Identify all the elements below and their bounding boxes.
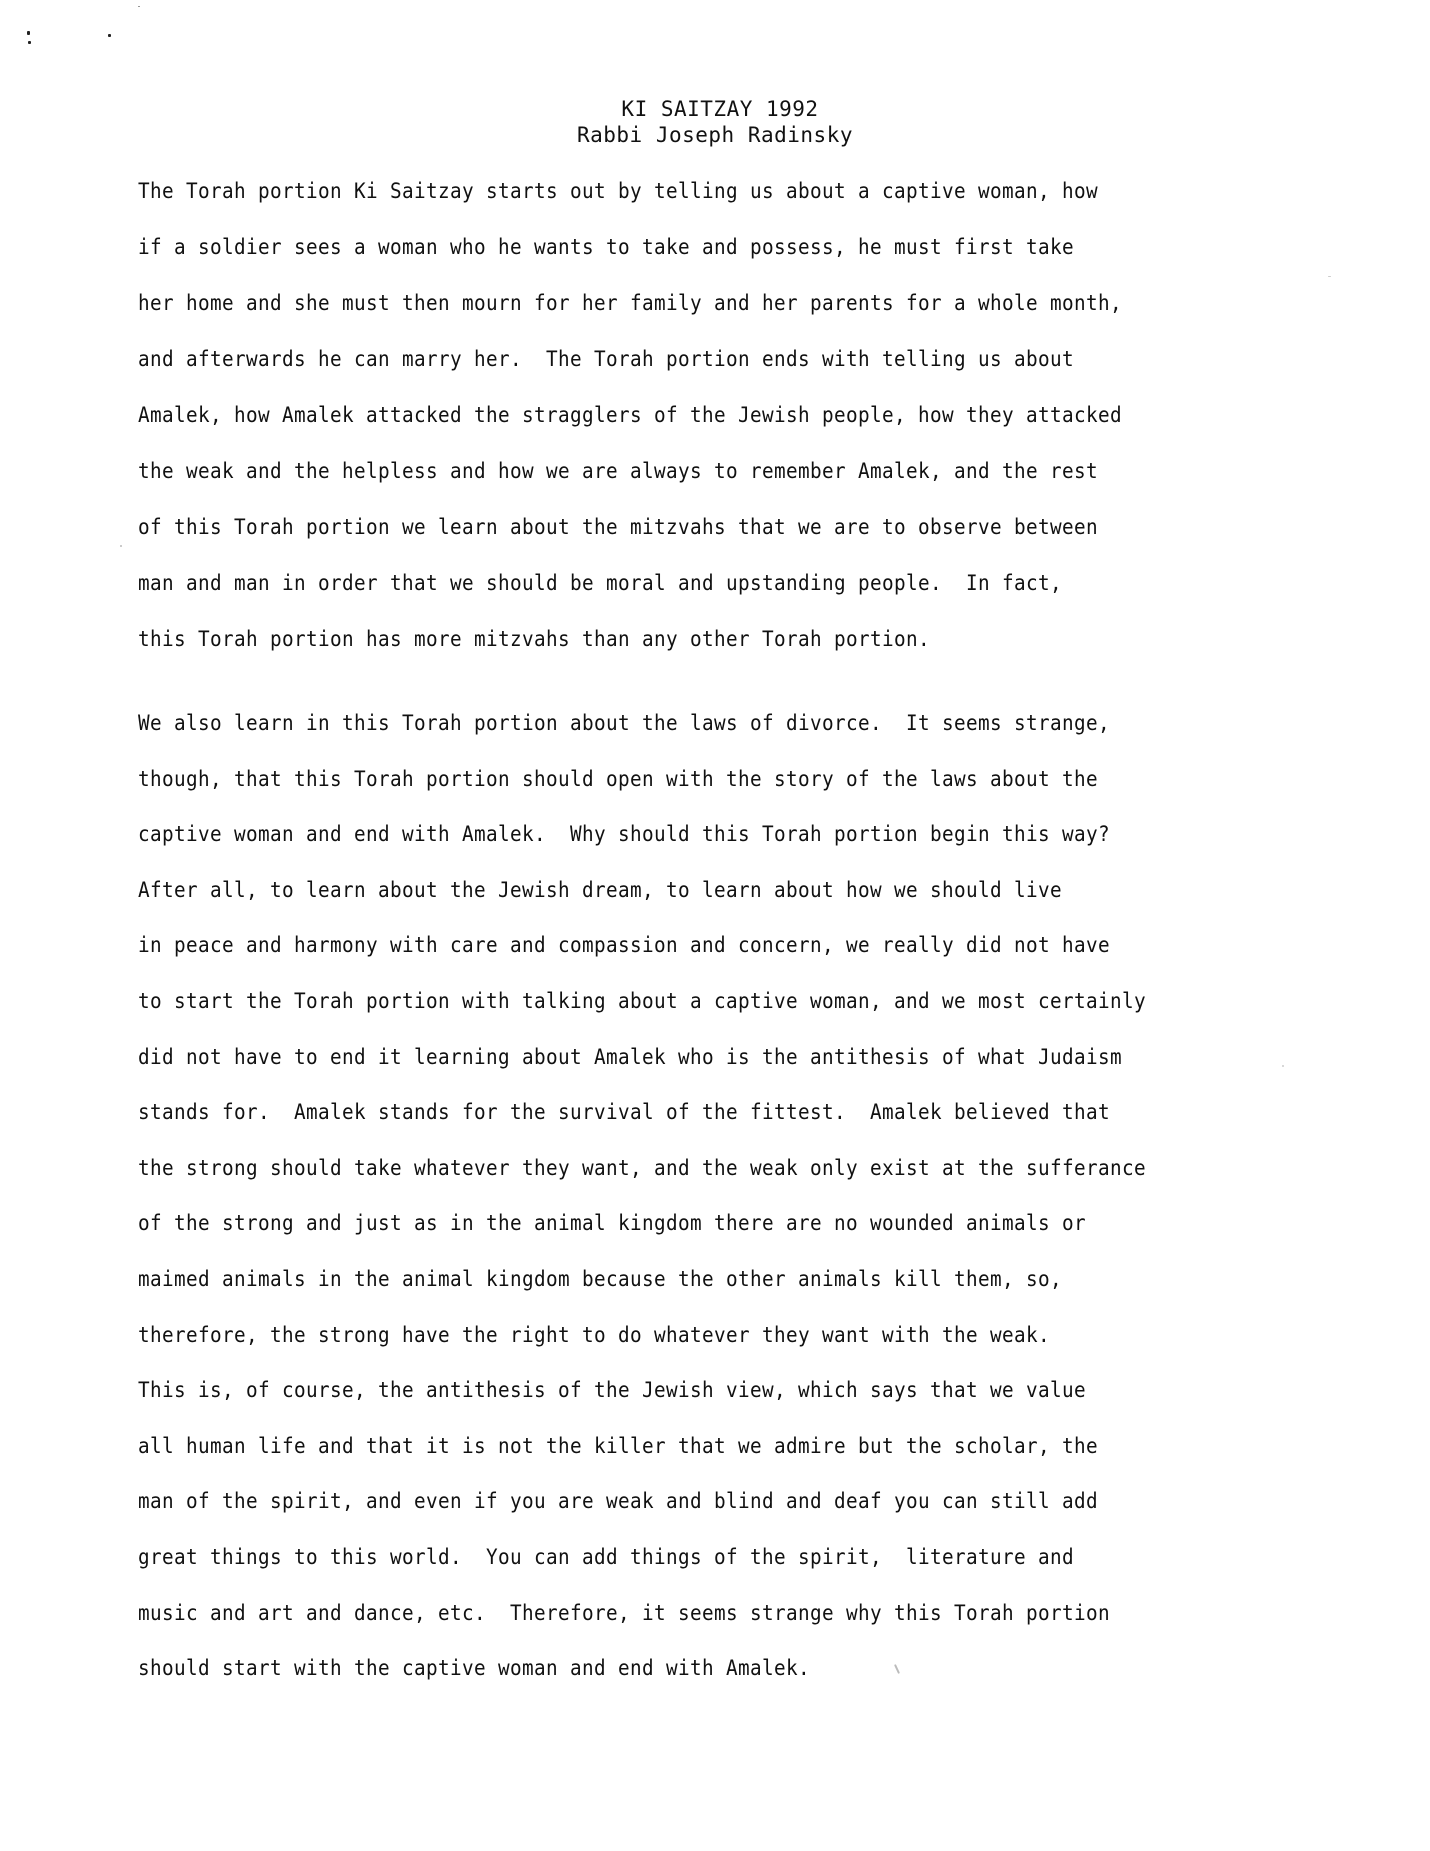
text-line: This is, of course, the antithesis of the Jewish view, which says that we value	[138, 1378, 1086, 1403]
text-line: should start with the captive woman and end with Amalek.	[138, 1656, 810, 1681]
text-line: therefore, the strong have the right to do whatever they want with the weak.	[138, 1322, 1050, 1347]
text-line: in peace and harmony with care and compassion and concern, we really did not have	[138, 933, 1110, 958]
text-line: music and art and dance, etc. Therefore, it seems strange why this Torah portion	[138, 1600, 1110, 1625]
text-line: After all, to learn about the Jewish dream, to learn about how we should live	[138, 877, 1062, 902]
text-line: and afterwards he can marry her. The Torah portion ends with telling us about	[138, 347, 1074, 371]
document-title: KI SAITZAY 1992	[621, 97, 819, 121]
paragraph-2	[138, 696, 1168, 1697]
text-line: this Torah portion has more mitzvahs than any other Torah portion.	[138, 627, 930, 651]
text-line: the weak and the helpless and how we are always to remember Amalek, and the rest	[138, 459, 1098, 483]
paragraph-1	[138, 163, 1168, 667]
text-line: all human life and that it is not the killer that we admire but the scholar, the	[138, 1433, 1098, 1458]
scan-speck	[138, 6, 140, 7]
document-author: Rabbi Joseph Radinsky	[576, 123, 853, 147]
text-line: maimed animals in the animal kingdom because the other animals kill them, so,	[138, 1266, 1062, 1291]
text-line: her home and she must then mourn for her family and her parents for a whole month,	[138, 291, 1122, 315]
text-line: to start the Torah portion with talking about a captive woman, and we most certainly	[138, 988, 1146, 1013]
text-line: man and man in order that we should be moral and upstanding people. In fact,	[138, 571, 1062, 595]
text-line: did not have to end it learning about Amalek who is the antithesis of what Judaism	[138, 1044, 1122, 1069]
scan-speck	[1282, 1065, 1284, 1067]
text-line: Amalek, how Amalek attacked the stragglers of the Jewish people, how they attacked	[138, 403, 1122, 427]
text-line: captive woman and end with Amalek. Why should this Torah portion begin this way?	[138, 822, 1110, 847]
text-line: of the strong and just as in the animal kingdom there are no wounded animals or	[138, 1211, 1086, 1236]
text-line: the strong should take whatever they want, and the weak only exist at the sufferance	[138, 1155, 1146, 1180]
text-line: though, that this Torah portion should open with the story of the laws about the	[138, 766, 1098, 791]
document-header	[0, 96, 1430, 148]
text-line: man of the spirit, and even if you are weak and blind and deaf you can still add	[138, 1489, 1098, 1514]
scan-speck	[120, 545, 122, 547]
text-line: stands for. Amalek stands for the survival of the fittest. Amalek believed that	[138, 1100, 1110, 1125]
text-line: great things to this world. You can add things of the spirit, literature and	[138, 1544, 1074, 1569]
text-line: if a soldier sees a woman who he wants to take and possess, he must first take	[138, 235, 1074, 259]
text-line: We also learn in this Torah portion about the laws of divorce. It seems strange,	[138, 711, 1110, 735]
scan-speck	[28, 41, 31, 44]
scan-speck	[1328, 276, 1331, 277]
scan-speck	[108, 34, 111, 37]
scan-speck	[27, 31, 30, 35]
text-line: of this Torah portion we learn about the mitzvahs that we are to observe between	[138, 515, 1098, 539]
text-line: The Torah portion Ki Saitzay starts out by telling us about a captive woman, how	[138, 179, 1098, 203]
